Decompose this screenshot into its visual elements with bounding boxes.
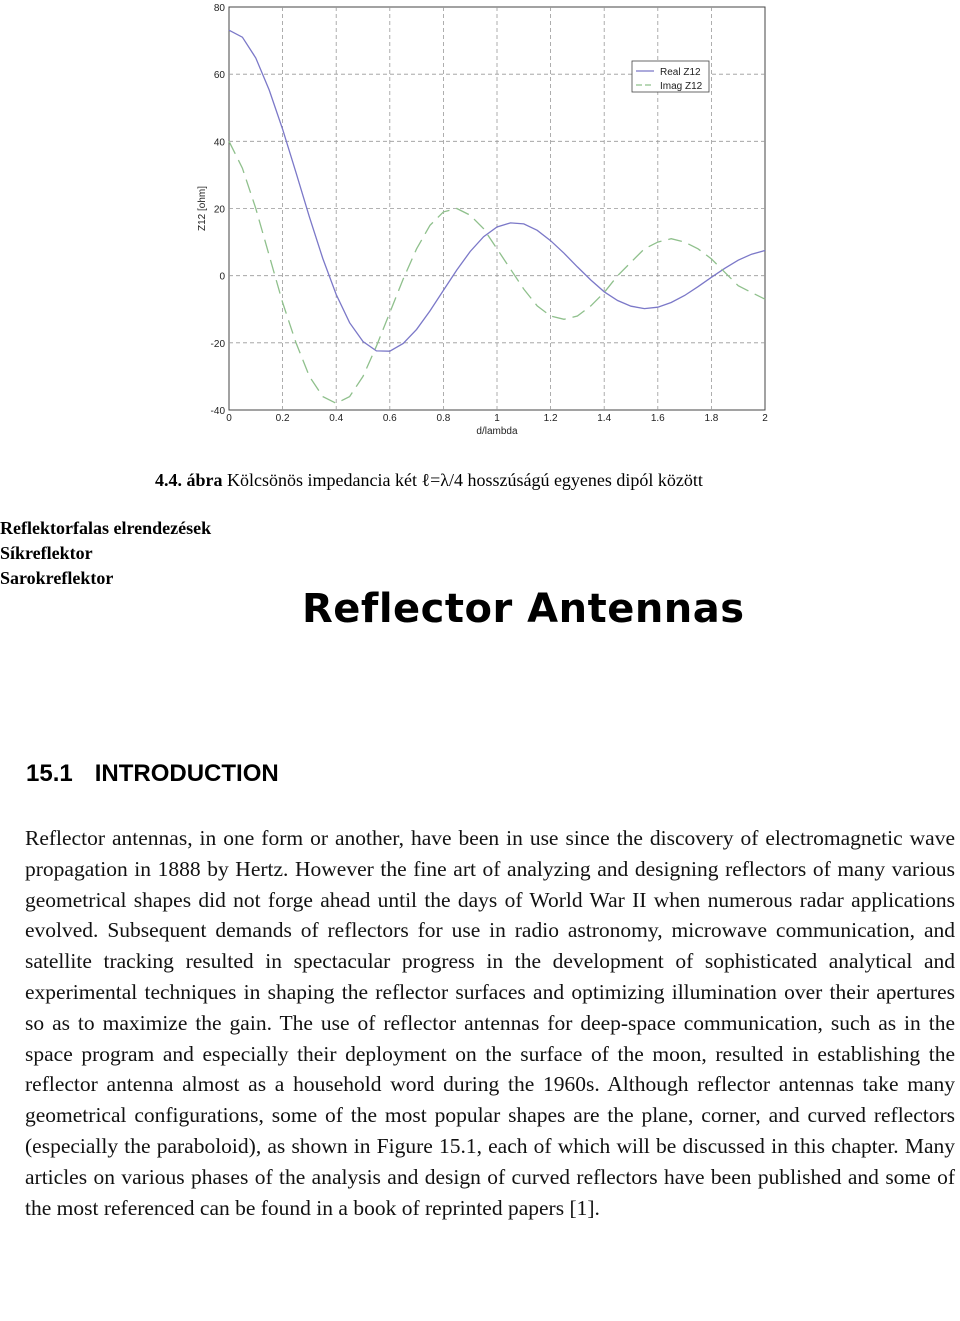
y-tick-label: 60 [213, 70, 225, 82]
y-axis-label: Z12 [ohm] [197, 185, 208, 232]
side-note-plane-reflector: Síkreflektor [0, 543, 93, 563]
side-note-corner-reflector: Sarokreflektor [0, 568, 114, 588]
x-tick-label: 1.2 [543, 413, 558, 424]
x-axis-label: d/lambda [476, 426, 518, 437]
x-tick-label: 1 [494, 413, 500, 424]
x-tick-label: 0 [226, 413, 232, 424]
section-number: 15.1 [26, 760, 73, 787]
y-tick-label: 0 [219, 271, 225, 283]
section-title: INTRODUCTION [94, 760, 279, 787]
caption-text: Kölcsönös impedancia két ℓ=λ/4 hosszúságú egyenes dipól között [227, 470, 703, 490]
impedance-chart [0, 0, 960, 440]
caption-number: 4.4. ábra [155, 470, 223, 490]
x-tick-label: 0.8 [436, 413, 451, 424]
figure-caption [155, 470, 703, 491]
side-notes [0, 516, 211, 591]
legend-entry-imag: Imag Z12 [660, 81, 703, 92]
section-heading [26, 760, 279, 788]
x-tick-label: 0.6 [382, 413, 397, 424]
legend-entry-real: Real Z12 [660, 67, 701, 78]
x-tick-label: 0.2 [275, 413, 290, 424]
y-tick-label: 80 [213, 3, 225, 14]
x-tick-label: 1.4 [597, 413, 612, 424]
chapter-title: Reflector Antennas [302, 586, 745, 632]
x-tick-label: 1.6 [650, 413, 665, 424]
y-tick-label: -20 [210, 338, 225, 350]
x-tick-label: 2 [762, 413, 768, 424]
y-tick-label: 20 [213, 204, 225, 216]
y-tick-label: -40 [210, 406, 225, 417]
side-note-reflector-arrangements: Reflektorfalas elrendezések [0, 518, 212, 538]
chart-svg [0, 0, 960, 440]
y-tick-label: 40 [213, 137, 225, 149]
x-tick-label: 1.8 [704, 413, 719, 424]
body-paragraph: Reflector antennas, in one form or another, have been in use since the discovery of electromagnetic wave propagation in 1888 by Hertz. However the fine art of analyzing and designing reflectors of many various geometrical shapes did not forge ahead until the days of World War II when numerous radar applications evolved. Subsequent demands of reflectors for use in radio astronomy, microwave communication, and satellite tracking resulted in spectacular progress in the development of sophisticated analytical and experimental techniques in shaping the reflector surfaces and optimizing illumination over their apertures so as to maximize the gain. The use of reflector antennas for deep-space communication, such as in the space program and especially their deployment on the surface of the moon, resulted in establishing the reflector antenna almost as a household word during the 1960s. Although reflector antennas take many geometrical configurations, some of the most popular shapes are the plane, corner, and curved reflectors (especially the paraboloid), as shown in Figure 15.1, each of which will be discussed in this chapter. Many articles on various phases of the analysis and design of curved reflectors have been published and some of the most referenced can be found in a book of reprinted papers [1]. [25, 826, 955, 1220]
x-tick-label: 0.4 [329, 413, 344, 424]
